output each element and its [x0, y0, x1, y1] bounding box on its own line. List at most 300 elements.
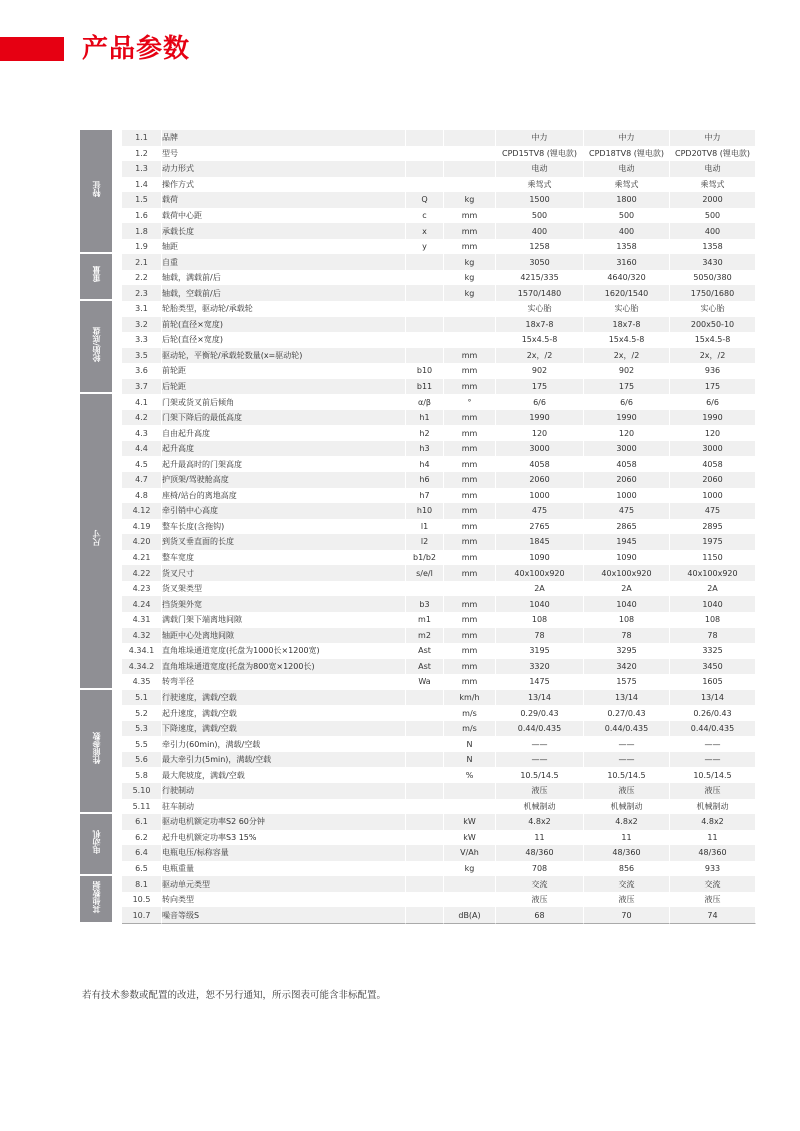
value-cpd18: 11 [584, 830, 670, 846]
param-symbol: b1/b2 [406, 550, 444, 566]
value-cpd18: 2865 [584, 519, 670, 535]
param-name: 下降速度，满载/空载 [162, 721, 406, 737]
value-cpd15: 475 [496, 503, 584, 519]
param-name: 满载门架下端离地间隙 [162, 612, 406, 628]
param-symbol [406, 177, 444, 193]
param-unit [444, 161, 496, 177]
value-cpd18: 475 [584, 503, 670, 519]
value-cpd18: 2060 [584, 472, 670, 488]
param-symbol: α/β [406, 394, 444, 410]
table-row [80, 270, 756, 286]
param-symbol: b3 [406, 596, 444, 612]
param-name: 转弯半径 [162, 674, 406, 690]
param-number: 1.4 [122, 177, 162, 193]
param-name: 操作方式 [162, 177, 406, 193]
value-cpd15: 交流 [496, 876, 584, 892]
param-name: 轮胎类型，驱动轮/承载轮 [162, 301, 406, 317]
param-name: 货叉尺寸 [162, 565, 406, 581]
group-gap [112, 394, 122, 689]
param-unit: dB(A) [444, 907, 496, 924]
param-number: 5.3 [122, 721, 162, 737]
value-cpd15: 78 [496, 628, 584, 644]
param-number: 1.3 [122, 161, 162, 177]
param-unit: mm [444, 441, 496, 457]
value-cpd20: 1000 [670, 488, 756, 504]
value-cpd18: CPD18TV8 (锂电款) [584, 146, 670, 162]
value-cpd18: 机械制动 [584, 799, 670, 815]
param-unit [444, 581, 496, 597]
header-accent-bar [0, 37, 64, 61]
table-row [80, 130, 756, 146]
param-unit: mm [444, 363, 496, 379]
param-unit: mm [444, 674, 496, 690]
param-number: 4.22 [122, 565, 162, 581]
value-cpd15: 3195 [496, 643, 584, 659]
param-number: 4.5 [122, 456, 162, 472]
value-cpd15: 68 [496, 907, 584, 924]
param-unit: mm [444, 348, 496, 364]
param-symbol: h3 [406, 441, 444, 457]
value-cpd15: 708 [496, 861, 584, 877]
value-cpd20: 475 [670, 503, 756, 519]
group-label [80, 394, 112, 689]
param-name: 自由起升高度 [162, 425, 406, 441]
table-row [80, 736, 756, 752]
value-cpd20: 1040 [670, 596, 756, 612]
param-symbol [406, 736, 444, 752]
value-cpd20: 400 [670, 223, 756, 239]
param-name: 动力形式 [162, 161, 406, 177]
param-number: 5.11 [122, 799, 162, 815]
param-symbol: m1 [406, 612, 444, 628]
table-row [80, 892, 756, 908]
param-name: 牵引力(60min)，满载/空载 [162, 736, 406, 752]
param-symbol [406, 348, 444, 364]
value-cpd18: 175 [584, 379, 670, 395]
group-gap [112, 130, 122, 254]
value-cpd15: 10.5/14.5 [496, 767, 584, 783]
value-cpd20: 4.8x2 [670, 814, 756, 830]
group-label [80, 876, 112, 924]
value-cpd15: 中力 [496, 130, 584, 146]
param-number: 3.7 [122, 379, 162, 395]
value-cpd20: 1605 [670, 674, 756, 690]
param-unit: mm [444, 565, 496, 581]
param-name: 整车宽度 [162, 550, 406, 566]
value-cpd18: —— [584, 736, 670, 752]
value-cpd18: 1358 [584, 239, 670, 255]
param-symbol: h7 [406, 488, 444, 504]
table-row [80, 799, 756, 815]
param-name: 品牌 [162, 130, 406, 146]
value-cpd18: 2A [584, 581, 670, 597]
value-cpd15: 13/14 [496, 690, 584, 706]
value-cpd15: 1500 [496, 192, 584, 208]
group-gap [112, 690, 122, 814]
param-symbol [406, 752, 444, 768]
param-symbol: Wa [406, 674, 444, 690]
param-symbol: h4 [406, 456, 444, 472]
value-cpd18: 乘驾式 [584, 177, 670, 193]
param-number: 1.6 [122, 208, 162, 224]
param-unit: mm [444, 410, 496, 426]
value-cpd18: 1575 [584, 674, 670, 690]
table-row [80, 239, 756, 255]
value-cpd15: 1990 [496, 410, 584, 426]
value-cpd15: 2A [496, 581, 584, 597]
value-cpd15: 1000 [496, 488, 584, 504]
value-cpd20: 3430 [670, 254, 756, 270]
param-name: 门架或货叉前后倾角 [162, 394, 406, 410]
value-cpd20: 78 [670, 628, 756, 644]
value-cpd20: 936 [670, 363, 756, 379]
value-cpd20: 2A [670, 581, 756, 597]
param-name: 座椅/站台的离地高度 [162, 488, 406, 504]
param-unit: mm [444, 612, 496, 628]
param-symbol: x [406, 223, 444, 239]
param-unit: mm [444, 472, 496, 488]
value-cpd15: 40x100x920 [496, 565, 584, 581]
param-number: 5.6 [122, 752, 162, 768]
table-row [80, 845, 756, 861]
table-row [80, 721, 756, 737]
param-unit: kW [444, 814, 496, 830]
param-unit: kg [444, 192, 496, 208]
table-row [80, 394, 756, 410]
param-unit [444, 876, 496, 892]
table-row [80, 161, 756, 177]
value-cpd15: 3320 [496, 659, 584, 675]
param-symbol [406, 907, 444, 924]
group-label-text: 电动机 [91, 829, 101, 854]
value-cpd18: 108 [584, 612, 670, 628]
value-cpd15: 1570/1480 [496, 285, 584, 301]
value-cpd20: 2x，/2 [670, 348, 756, 364]
param-name: 轴载，满载前/后 [162, 270, 406, 286]
param-name: 轴距中心处离地间隙 [162, 628, 406, 644]
value-cpd20: 500 [670, 208, 756, 224]
value-cpd20: 13/14 [670, 690, 756, 706]
param-name: 自重 [162, 254, 406, 270]
value-cpd15: 18x7-8 [496, 317, 584, 333]
param-unit: mm [444, 239, 496, 255]
param-unit: mm [444, 425, 496, 441]
value-cpd20: —— [670, 736, 756, 752]
param-symbol [406, 892, 444, 908]
table-row [80, 254, 756, 270]
table-row [80, 441, 756, 457]
param-symbol [406, 861, 444, 877]
group-gap [112, 254, 122, 301]
value-cpd15: 1090 [496, 550, 584, 566]
value-cpd20: 3325 [670, 643, 756, 659]
param-number: 3.6 [122, 363, 162, 379]
param-unit: mm [444, 223, 496, 239]
value-cpd18: 1090 [584, 550, 670, 566]
param-symbol: b11 [406, 379, 444, 395]
value-cpd18: —— [584, 752, 670, 768]
param-number: 4.21 [122, 550, 162, 566]
table-row [80, 581, 756, 597]
param-unit [444, 130, 496, 146]
group-label [80, 301, 112, 394]
value-cpd18: 15x4.5-8 [584, 332, 670, 348]
param-number: 5.10 [122, 783, 162, 799]
value-cpd15: 1258 [496, 239, 584, 255]
param-name: 驻车制动 [162, 799, 406, 815]
value-cpd15: 0.29/0.43 [496, 705, 584, 721]
value-cpd18: 0.44/0.435 [584, 721, 670, 737]
value-cpd18: 液压 [584, 892, 670, 908]
param-symbol [406, 690, 444, 706]
param-number: 2.2 [122, 270, 162, 286]
table-row [80, 472, 756, 488]
param-unit [444, 317, 496, 333]
value-cpd18: 856 [584, 861, 670, 877]
value-cpd15: 500 [496, 208, 584, 224]
param-unit: m/s [444, 705, 496, 721]
param-symbol [406, 301, 444, 317]
table-row [80, 674, 756, 690]
footnote: 若有技术参数或配置的改进，恕不另行通知，所示图表可能含非标配置。 [82, 990, 387, 1001]
value-cpd18: 交流 [584, 876, 670, 892]
value-cpd20: 机械制动 [670, 799, 756, 815]
value-cpd20: 0.26/0.43 [670, 705, 756, 721]
param-unit: m/s [444, 721, 496, 737]
group-label-text: 特征 [91, 180, 101, 197]
value-cpd20: 0.44/0.435 [670, 721, 756, 737]
param-symbol [406, 130, 444, 146]
value-cpd20: 1990 [670, 410, 756, 426]
param-unit: kg [444, 285, 496, 301]
value-cpd15: 乘驾式 [496, 177, 584, 193]
value-cpd18: 1000 [584, 488, 670, 504]
table-row [80, 317, 756, 333]
param-name: 门架下降后的最低高度 [162, 410, 406, 426]
table-row [80, 223, 756, 239]
value-cpd20: 175 [670, 379, 756, 395]
value-cpd20: 4058 [670, 456, 756, 472]
param-name: 最大爬坡度，满载/空载 [162, 767, 406, 783]
param-unit [444, 146, 496, 162]
value-cpd18: 18x7-8 [584, 317, 670, 333]
value-cpd18: 电动 [584, 161, 670, 177]
value-cpd15: 电动 [496, 161, 584, 177]
value-cpd20: 48/360 [670, 845, 756, 861]
group-label-text: 其他数据 [91, 880, 101, 913]
value-cpd20: 实心胎 [670, 301, 756, 317]
value-cpd20: 2000 [670, 192, 756, 208]
param-unit: kg [444, 861, 496, 877]
param-name: 起升电机额定功率S3 15% [162, 830, 406, 846]
table-row [80, 425, 756, 441]
param-unit: mm [444, 534, 496, 550]
param-name: 直角堆垛通道宽度(托盘为800宽×1200长) [162, 659, 406, 675]
table-row [80, 488, 756, 504]
param-number: 4.35 [122, 674, 162, 690]
param-number: 6.4 [122, 845, 162, 861]
table-row [80, 301, 756, 317]
param-number: 4.23 [122, 581, 162, 597]
param-symbol [406, 161, 444, 177]
value-cpd20: 交流 [670, 876, 756, 892]
param-number: 4.1 [122, 394, 162, 410]
table-row [80, 752, 756, 768]
spec-table [80, 130, 756, 924]
value-cpd15: 902 [496, 363, 584, 379]
param-name: 行驶制动 [162, 783, 406, 799]
value-cpd20: 2060 [670, 472, 756, 488]
param-name: 护顶架/驾驶舱高度 [162, 472, 406, 488]
param-number: 4.31 [122, 612, 162, 628]
param-unit [444, 301, 496, 317]
param-symbol [406, 254, 444, 270]
value-cpd15: 1040 [496, 596, 584, 612]
table-row [80, 519, 756, 535]
param-symbol: Ast [406, 659, 444, 675]
value-cpd18: 中力 [584, 130, 670, 146]
value-cpd15: 3050 [496, 254, 584, 270]
param-name: 后轮距 [162, 379, 406, 395]
table-row [80, 534, 756, 550]
table-row [80, 643, 756, 659]
param-unit [444, 177, 496, 193]
param-symbol [406, 270, 444, 286]
param-unit: km/h [444, 690, 496, 706]
param-symbol [406, 814, 444, 830]
value-cpd18: 78 [584, 628, 670, 644]
param-symbol [406, 146, 444, 162]
value-cpd15: 4058 [496, 456, 584, 472]
param-number: 4.19 [122, 519, 162, 535]
value-cpd15: CPD15TV8 (锂电款) [496, 146, 584, 162]
param-number: 2.1 [122, 254, 162, 270]
param-name: 前轮(直径×宽度) [162, 317, 406, 333]
param-symbol: h10 [406, 503, 444, 519]
param-number: 6.5 [122, 861, 162, 877]
param-symbol: l2 [406, 534, 444, 550]
value-cpd15: 6/6 [496, 394, 584, 410]
param-symbol: h1 [406, 410, 444, 426]
value-cpd20: 1750/1680 [670, 285, 756, 301]
group-label-text: 轮胎/底盘 [91, 326, 101, 362]
value-cpd15: 15x4.5-8 [496, 332, 584, 348]
param-unit: N [444, 736, 496, 752]
table-row [80, 596, 756, 612]
value-cpd15: 175 [496, 379, 584, 395]
value-cpd20: 40x100x920 [670, 565, 756, 581]
param-name: 轴距 [162, 239, 406, 255]
value-cpd15: 4.8x2 [496, 814, 584, 830]
param-name: 轴载，空载前/后 [162, 285, 406, 301]
table-row [80, 814, 756, 830]
param-unit: mm [444, 456, 496, 472]
param-number: 1.5 [122, 192, 162, 208]
param-number: 10.5 [122, 892, 162, 908]
value-cpd18: 48/360 [584, 845, 670, 861]
value-cpd15: 1845 [496, 534, 584, 550]
value-cpd20: 2895 [670, 519, 756, 535]
table-row [80, 285, 756, 301]
param-name: 挡货架外宽 [162, 596, 406, 612]
table-row [80, 628, 756, 644]
param-name: 转向类型 [162, 892, 406, 908]
value-cpd20: 液压 [670, 783, 756, 799]
param-number: 5.5 [122, 736, 162, 752]
param-unit: mm [444, 519, 496, 535]
table-row [80, 192, 756, 208]
param-unit [444, 799, 496, 815]
param-symbol: s/e/l [406, 565, 444, 581]
group-label [80, 254, 112, 301]
param-number: 6.2 [122, 830, 162, 846]
table-row [80, 690, 756, 706]
table-row [80, 363, 756, 379]
param-symbol: m2 [406, 628, 444, 644]
value-cpd20: 200x50-10 [670, 317, 756, 333]
param-name: 行驶速度，满载/空载 [162, 690, 406, 706]
table-row [80, 503, 756, 519]
value-cpd18: 3000 [584, 441, 670, 457]
value-cpd18: 实心胎 [584, 301, 670, 317]
param-name: 起升高度 [162, 441, 406, 457]
value-cpd15: 120 [496, 425, 584, 441]
param-name: 驱动轮，平衡轮/承载轮数量(x=驱动轮) [162, 348, 406, 364]
param-symbol [406, 332, 444, 348]
value-cpd18: 3295 [584, 643, 670, 659]
value-cpd20: 120 [670, 425, 756, 441]
param-number: 4.7 [122, 472, 162, 488]
param-number: 4.24 [122, 596, 162, 612]
param-symbol: y [406, 239, 444, 255]
param-symbol [406, 783, 444, 799]
param-symbol: h2 [406, 425, 444, 441]
param-number: 3.1 [122, 301, 162, 317]
group-label [80, 814, 112, 876]
param-unit [444, 332, 496, 348]
value-cpd20: 3000 [670, 441, 756, 457]
param-number: 4.34.2 [122, 659, 162, 675]
param-number: 5.1 [122, 690, 162, 706]
param-unit: mm [444, 659, 496, 675]
param-number: 4.4 [122, 441, 162, 457]
value-cpd15: 3000 [496, 441, 584, 457]
value-cpd15: 2060 [496, 472, 584, 488]
group-gap [112, 814, 122, 876]
value-cpd20: 10.5/14.5 [670, 767, 756, 783]
value-cpd18: 3420 [584, 659, 670, 675]
value-cpd20: —— [670, 752, 756, 768]
table-row [80, 705, 756, 721]
table-row [80, 410, 756, 426]
value-cpd18: 120 [584, 425, 670, 441]
table-row [80, 783, 756, 799]
value-cpd20: 3450 [670, 659, 756, 675]
value-cpd15: 实心胎 [496, 301, 584, 317]
param-symbol [406, 799, 444, 815]
param-symbol: h6 [406, 472, 444, 488]
param-name: 起升速度，满载/空载 [162, 705, 406, 721]
param-symbol: Q [406, 192, 444, 208]
param-symbol [406, 705, 444, 721]
value-cpd20: 1975 [670, 534, 756, 550]
param-unit [444, 783, 496, 799]
table-row [80, 146, 756, 162]
table-row [80, 659, 756, 675]
value-cpd18: 500 [584, 208, 670, 224]
value-cpd15: —— [496, 736, 584, 752]
value-cpd20: 11 [670, 830, 756, 846]
